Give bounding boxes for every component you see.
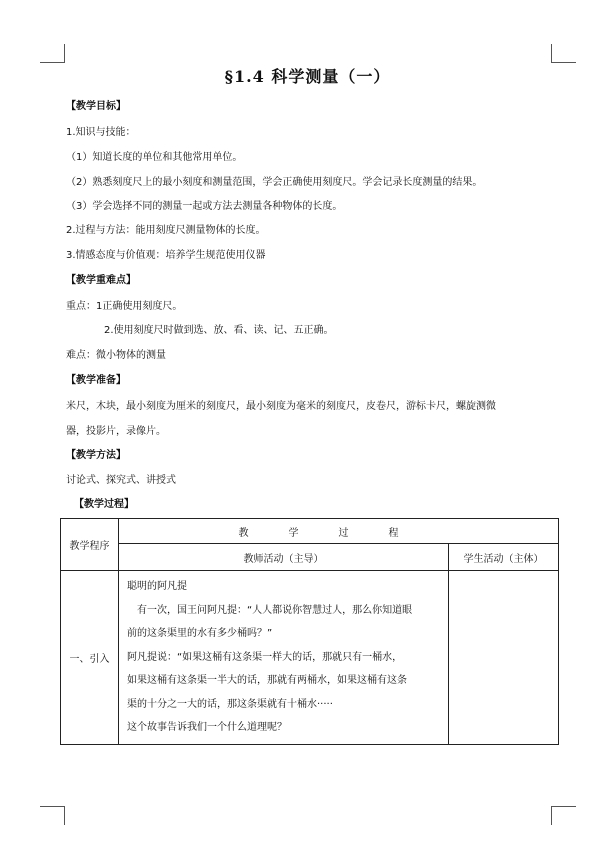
story-line-3: 阿凡提说：“如果这桶有这条渠一样大的话，那就只有一桶水， [127,651,403,663]
methods-text: 讨论式、探究式、讲授式 [66,475,176,486]
story-line-4: 如果这桶有这条渠一半大的话，那就有两桶水，如果这桶有这条 [127,675,407,686]
preparation-heading: 【教学准备】 [66,375,126,386]
program-column-header: 教学程序 [61,519,119,571]
story-line-1: 有一次，国王问阿凡提：“人人都说你智慧过人，那么你知道眼 [137,604,413,616]
process-heading: 【教学过程】 [74,499,134,510]
corner-mark-top-left [40,44,65,63]
goal-2: 2.过程与方法：能用刻度尺测量物体的长度。 [66,225,266,236]
key-points-heading: 【教学重难点】 [66,275,136,286]
story-question: 这个故事告诉我们一个什么道理呢？ [127,722,287,733]
preparation-line-2: 器，投影片，录像片。 [66,426,166,437]
row-program-intro: 一、引入 [61,571,119,745]
preparation-line-1: 米尺，木块，最小刻度为厘米的刻度尺，最小刻度为毫米的刻度尺，皮卷尺，游标卡尺，螺旋测微 [66,401,496,412]
goal-1a: （1）知道长度的单位和其他常用单位。 [66,152,243,163]
goal-1: 1.知识与技能： [66,127,136,138]
student-activity-cell [449,571,559,745]
key-point-2: 2.使用刻度尺时做到选、放、看、读、记、五正确。 [104,325,334,336]
key-point-1: 重点：1正确使用刻度尺。 [66,301,183,312]
student-activity-header: 学生活动（主体） [449,544,559,571]
process-table [60,518,559,745]
corner-mark-bottom-right [551,806,576,825]
story-line-5: 渠的十分之一大的话，那这条渠就有十桶水····· [127,698,333,710]
goals-heading: 【教学目标】 [66,101,126,112]
teacher-activity-cell [119,571,449,745]
methods-heading: 【教学方法】 [66,450,126,461]
process-main-header: 教学过程 [119,519,559,544]
teacher-activity-header: 教师活动（主导） [119,544,449,571]
goal-1b: （2）熟悉刻度尺上的最小刻度和测量范围，学会正确使用刻度尺。学会记录长度测量的结果。 [66,177,483,188]
goal-1c: （3）学会选择不同的测量一起或方法去测量各种物体的长度。 [66,201,343,212]
goal-3: 3.情感态度与价值观：培养学生规范使用仪器 [66,250,266,261]
corner-mark-bottom-left [40,806,65,825]
page-title: §1.4 科学测量（一） [224,67,391,86]
difficulty: 难点：微小物体的测量 [66,350,166,361]
story-title: 聪明的阿凡提 [127,581,187,592]
story-line-2: 前的这条渠里的水有多少桶吗？” [127,628,273,639]
corner-mark-top-right [551,44,576,63]
